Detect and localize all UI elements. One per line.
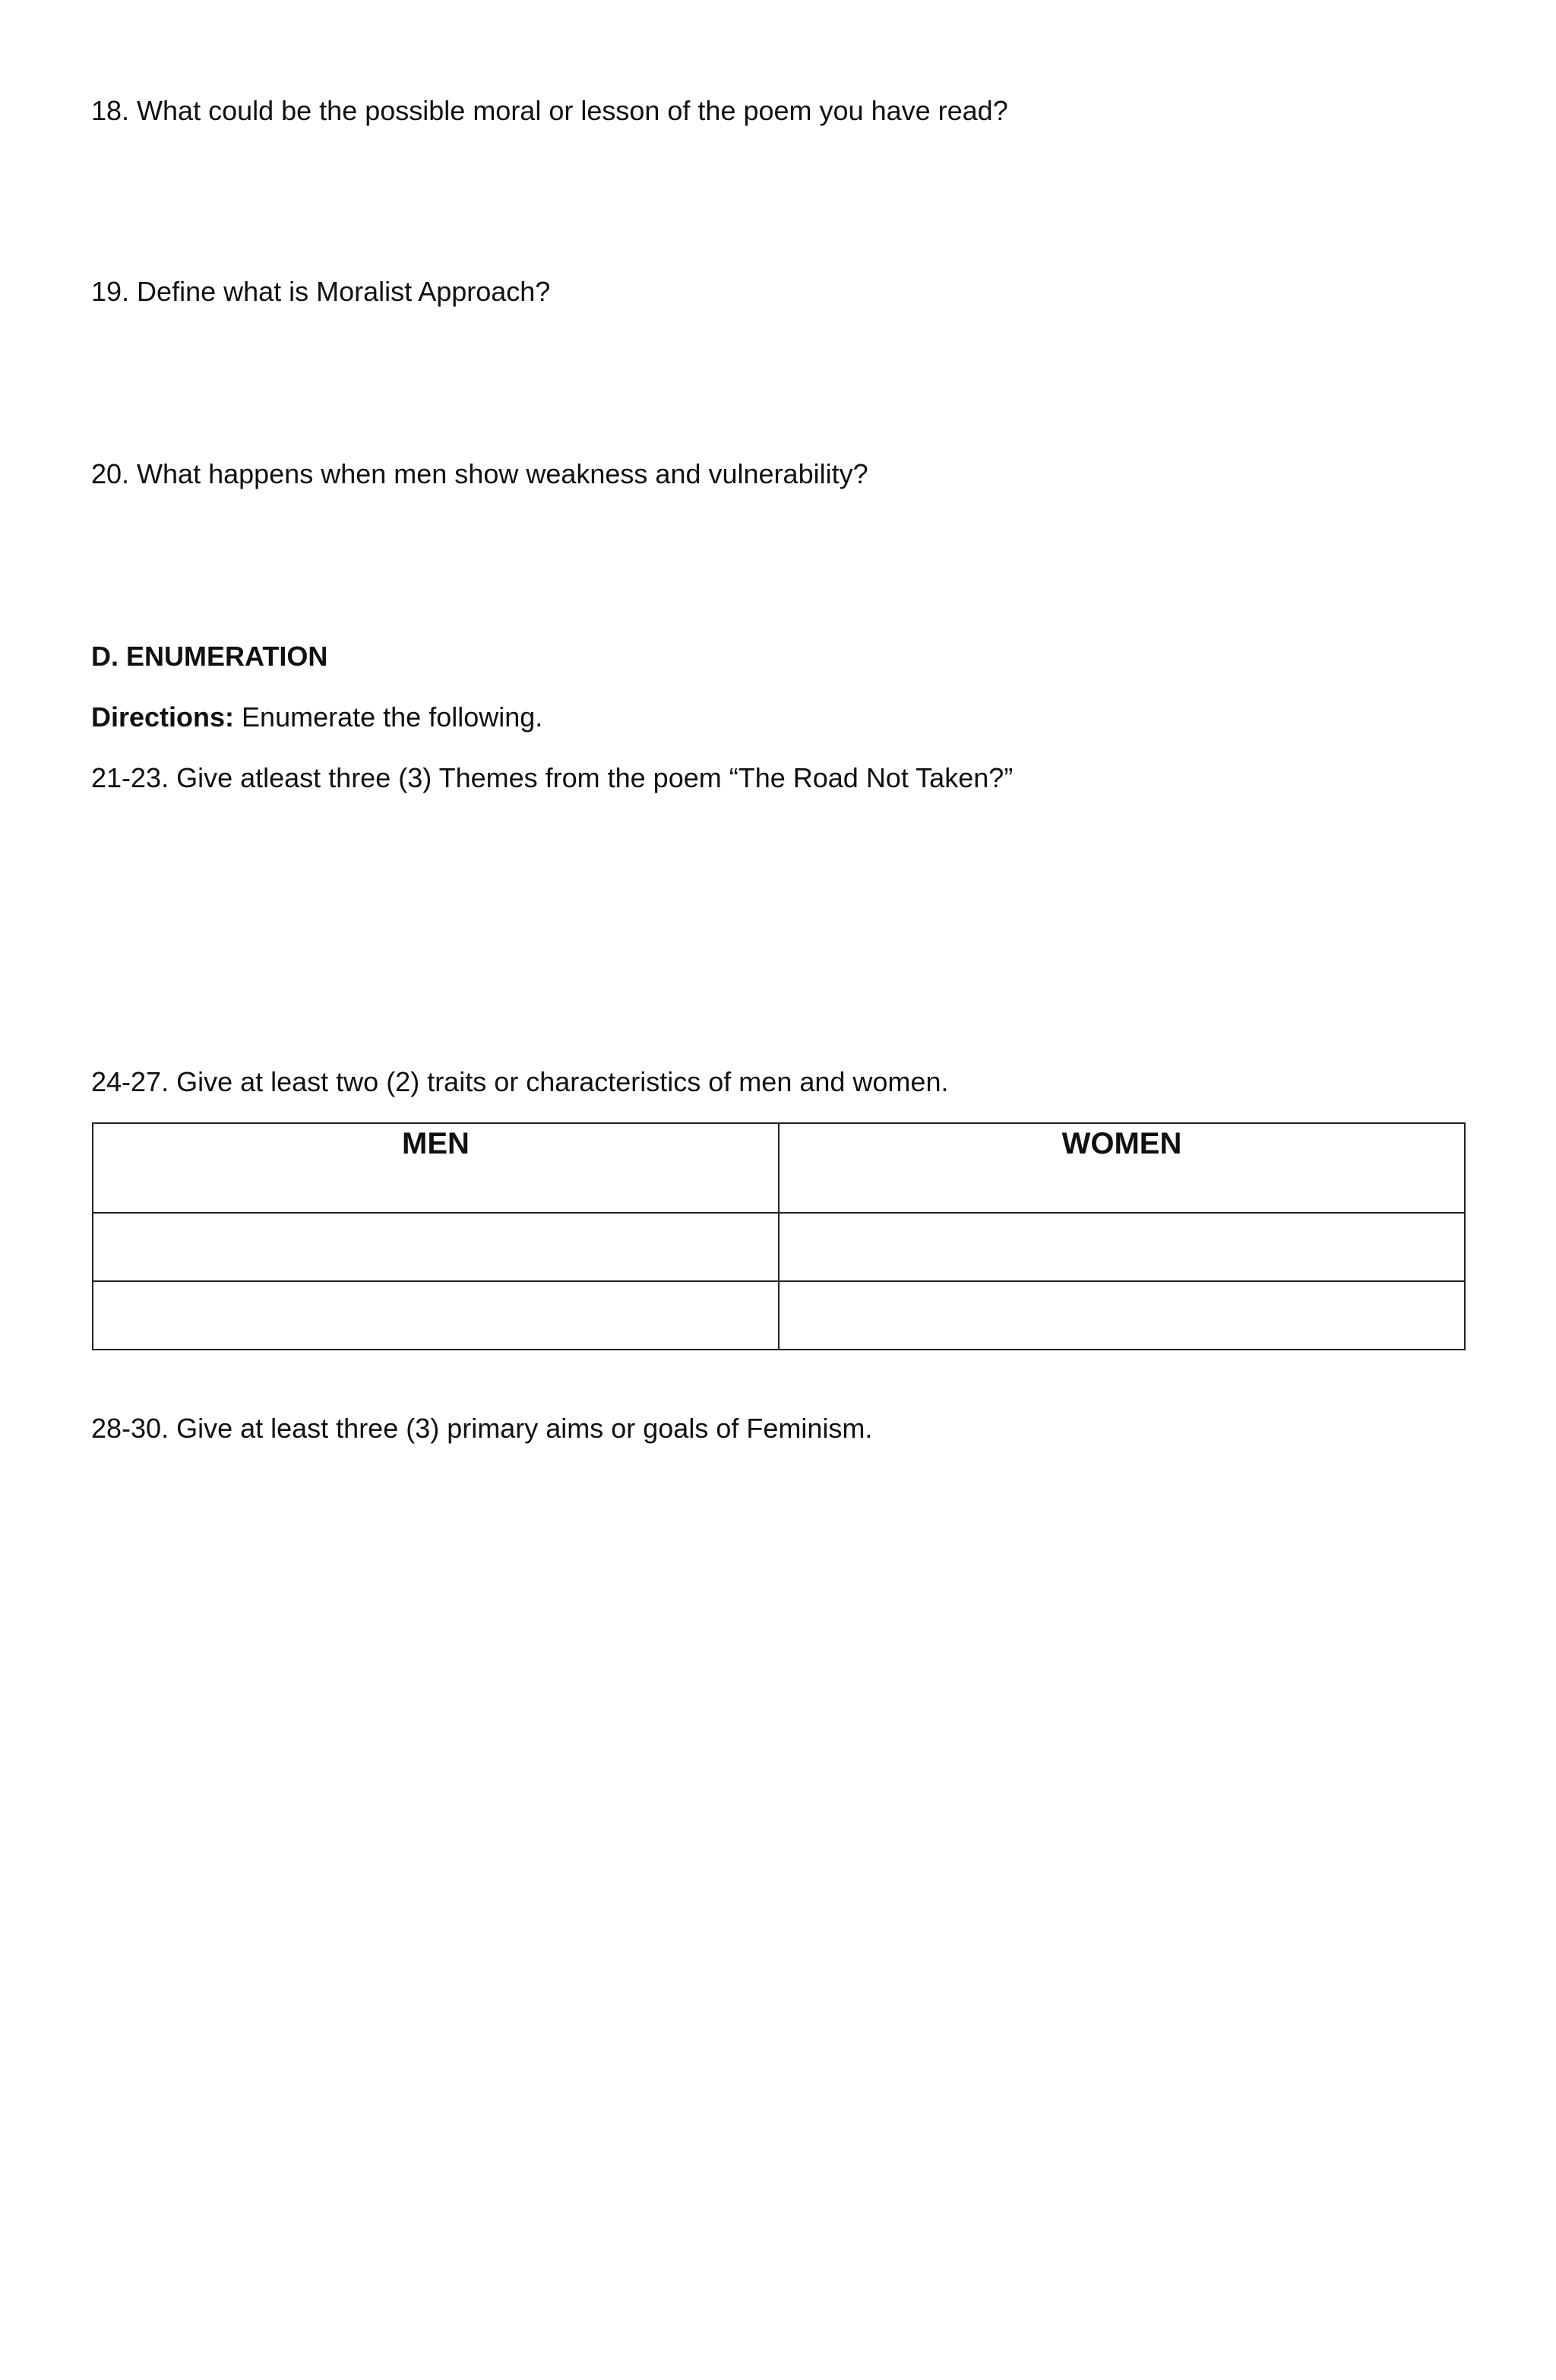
question-18: 18. What could be the possible moral or lesson of the poem you have read? (91, 95, 1008, 126)
question-21-23: 21-23. Give atleast three (3) Themes from the poem “The Road Not Taken?” (91, 762, 1014, 793)
header-women: WOMEN (779, 1123, 1465, 1213)
table-header-row (93, 1123, 1465, 1213)
men-answer-cell[interactable] (93, 1281, 779, 1350)
men-answer-cell[interactable] (93, 1213, 779, 1281)
traits-table (92, 1122, 1466, 1350)
table-row (93, 1213, 1465, 1281)
directions-text: Enumerate the following. (234, 701, 543, 733)
question-24-27: 24-27. Give at least two (2) traits or characteristics of men and women. (91, 1066, 949, 1097)
question-19: 19. Define what is Moralist Approach? (91, 276, 551, 307)
women-answer-cell[interactable] (779, 1213, 1465, 1281)
women-answer-cell[interactable] (779, 1281, 1465, 1350)
header-men: MEN (93, 1123, 779, 1213)
question-28-30: 28-30. Give at least three (3) primary aims or goals of Feminism. (91, 1413, 873, 1444)
directions-label: Directions: (91, 701, 235, 733)
table-row (93, 1281, 1465, 1350)
directions (91, 701, 542, 734)
section-heading: D. ENUMERATION (91, 641, 328, 672)
question-20: 20. What happens when men show weakness and vulnerability? (91, 458, 868, 489)
